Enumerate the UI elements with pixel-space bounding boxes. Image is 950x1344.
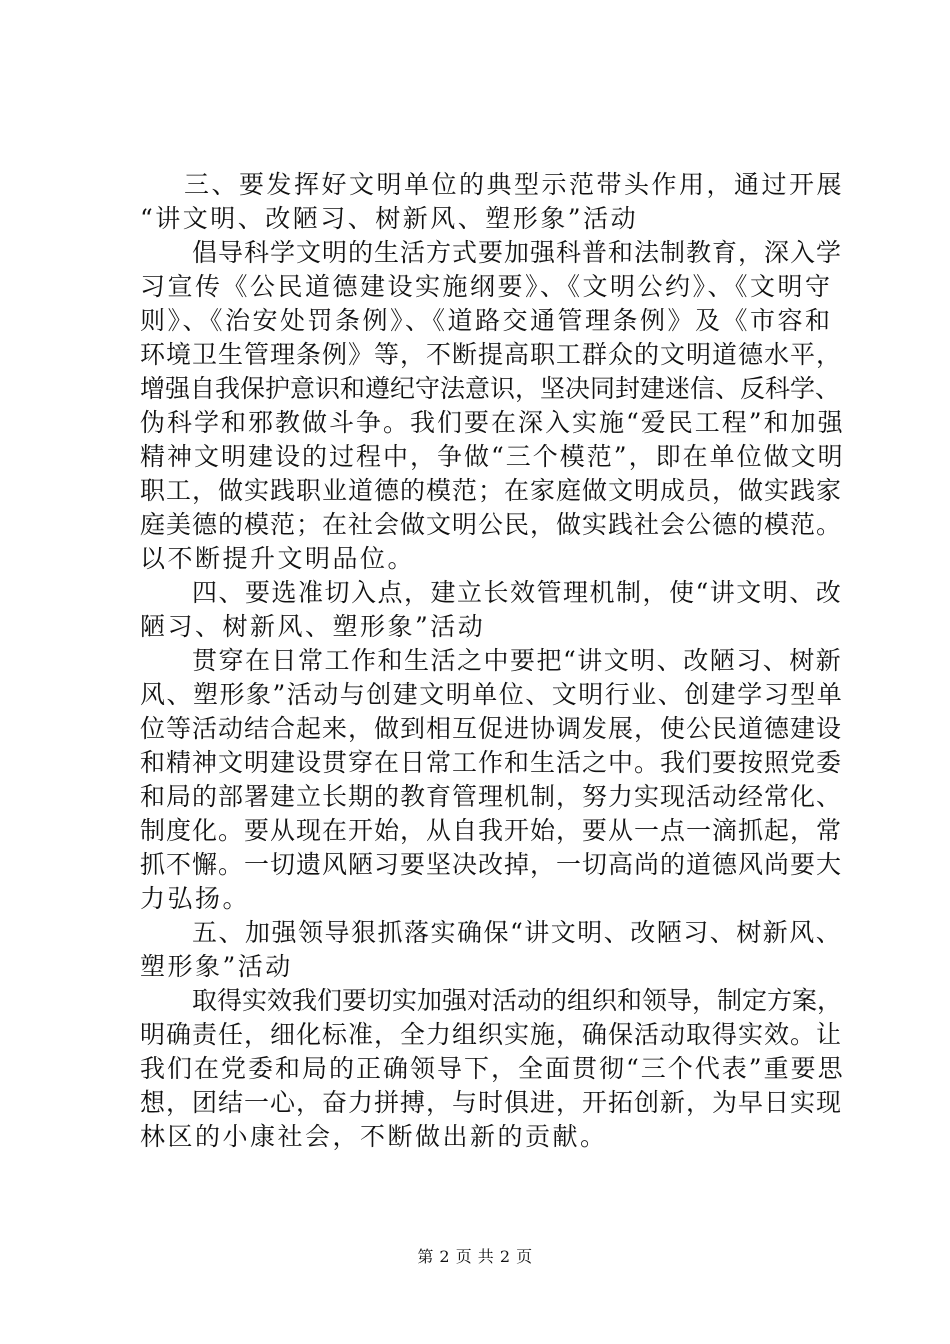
section-heading-4: 四、要选准切入点，建立长效管理机制，使“讲文明、改 [192,578,843,607]
paragraph-line: 和精神文明建设贯穿在日常工作和生活之中。我们要按照党委 [140,748,843,777]
paragraph-line: 习宣传《公民道德建设实施纲要》、《文明公约》、《文明守 [140,272,833,301]
paragraph-line: 明确责任，细化标准，全力组织实施，确保活动取得实效。让 [140,1020,843,1049]
paragraph-line: 倡导科学文明的生活方式要加强科普和法制教育，深入学 [192,238,843,267]
paragraph-line: 贯穿在日常工作和生活之中要把“讲文明、改陋习、树新 [192,646,843,675]
section-heading-3: 三、要发挥好文明单位的典型示范带头作用，通过开展 [184,170,845,199]
section-heading-5-cont: 塑形象”活动 [140,952,293,981]
paragraph-line: 制度化。要从现在开始，从自我开始，要从一点一滴抓起，常 [140,816,843,845]
paragraph-line: 和局的部署建立长期的教育管理机制，努力实现活动经常化、 [140,782,843,811]
paragraph-line: 我们在党委和局的正确领导下，全面贯彻“三个代表”重要思 [140,1054,845,1083]
page-footer: 第 2 页 共 2 页 [417,1247,533,1266]
document-body [140,168,845,1154]
paragraph-line: 庭美德的模范；在社会做文明公民，做实践社会公德的模范。 [140,510,843,539]
section-heading-5: 五、加强领导狠抓落实确保“讲文明、改陋习、树新风、 [192,918,843,947]
paragraph-line: 以不断提升文明品位。 [140,544,416,573]
section-heading-3-cont: “讲文明、改陋习、树新风、塑形象”活动 [140,204,639,233]
paragraph-line: 伪科学和邪教做斗争。我们要在深入实施“爱民工程”和加强 [140,408,845,437]
paragraph-line: 力弘扬。 [140,884,251,913]
section-heading-4-cont: 陋习、树新风、塑形象”活动 [140,612,486,641]
paragraph-line: 取得实效我们要切实加强对活动的组织和领导，制定方案， [192,986,843,1015]
paragraph-line: 精神文明建设的过程中，争做“三个模范”，即在单位做文明 [140,442,845,471]
paragraph-line: 增强自我保护意识和遵纪守法意识，坚决同封建迷信、反科学、 [140,374,841,403]
paragraph-line: 风、塑形象”活动与创建文明单位、文明行业、创建学习型单 [140,680,844,709]
paragraph-line: 职工，做实践职业道德的模范；在家庭做文明成员，做实践家 [140,476,843,505]
paragraph-line: 抓不懈。一切遗风陋习要坚决改掉，一切高尚的道德风尚要大 [140,850,843,879]
paragraph-line: 环境卫生管理条例》等，不断提高职工群众的文明道德水平， [140,340,843,369]
paragraph-line: 想，团结一心，奋力拼搏，与时俱进，开拓创新，为早日实现 [140,1088,843,1117]
paragraph-line: 位等活动结合起来，做到相互促进协调发展，使公民道德建设 [140,714,843,743]
paragraph-line: 林区的小康社会，不断做出新的贡献。 [140,1122,608,1151]
paragraph-line: 则》、《治安处罚条例》、《道路交通管理条例》及《市容和 [140,306,833,335]
